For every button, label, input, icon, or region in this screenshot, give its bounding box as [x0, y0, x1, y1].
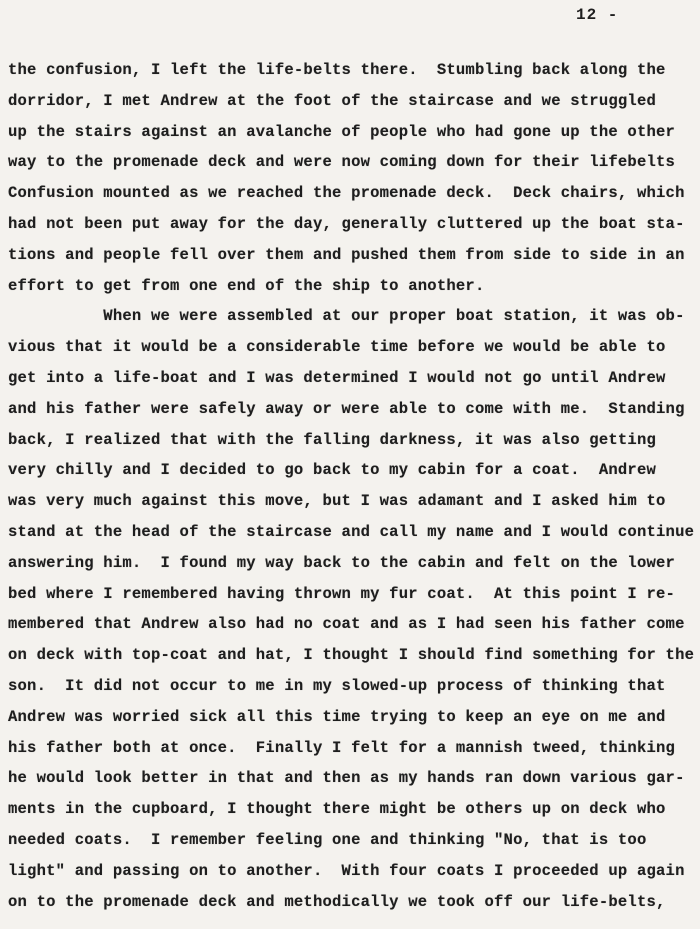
text-line: tions and people fell over them and pushed them from side to side in an: [8, 245, 685, 264]
text-line: When we were assembled at our proper boat station, it was ob-: [8, 307, 685, 326]
text-line: his father both at once. Finally I felt for a mannish tweed, thinking: [8, 738, 676, 757]
text-line: needed coats. I remember feeling one and thinking "No, that is too: [8, 830, 647, 849]
text-line: very chilly and I decided to go back to my cabin for a coat. Andrew: [8, 461, 657, 480]
text-line: and his father were safely away or were able to come with me. Standing: [8, 399, 685, 418]
page-number: 12 -: [576, 6, 619, 24]
text-line: the confusion, I left the life-belts there. Stumbling back along the: [8, 61, 666, 79]
text-line: was very much against this move, but I was adamant and I asked him to: [8, 492, 666, 511]
text-line: ments in the cupboard, I thought there might be others up on deck who: [8, 800, 666, 819]
text-line: membered that Andrew also had no coat and as I had seen his father come: [8, 615, 685, 634]
text-line: get into a life-boat and I was determined I would not go until Andrew: [8, 368, 666, 387]
text-line: vious that it would be a considerable time before we would be able to: [8, 338, 666, 357]
text-line: stand at the head of the staircase and call my name and I would continue: [8, 522, 695, 541]
body-text: [8, 55, 698, 917]
text-line: Confusion mounted as we reached the promenade deck. Deck chairs, which: [8, 184, 685, 203]
text-line: on to the promenade deck and methodically we took off our life-belts,: [8, 892, 666, 911]
text-line: Andrew was worried sick all this time trying to keep an eye on me and: [8, 707, 666, 726]
text-line: effort to get from one end of the ship to another.: [8, 276, 485, 295]
text-line: up the stairs against an avalanche of people who had gone up the other: [8, 122, 676, 141]
text-line: back, I realized that with the falling darkness, it was also getting: [8, 430, 657, 449]
text-line: way to the promenade deck and were now coming down for their lifebelts: [8, 153, 676, 172]
text-line: bed where I remembered having thrown my fur coat. At this point I re-: [8, 584, 676, 603]
text-line: son. It did not occur to me in my slowed-up process of thinking that: [8, 676, 666, 695]
text-line: had not been put away for the day, generally cluttered up the boat sta-: [8, 214, 685, 233]
text-line: he would look better in that and then as my hands ran down various gar-: [8, 769, 685, 788]
text-line: answering him. I found my way back to the cabin and felt on the lower: [8, 553, 676, 572]
text-line: dorridor, I met Andrew at the foot of the staircase and we struggled: [8, 91, 657, 110]
text-line: on deck with top-coat and hat, I thought I should find something for the: [8, 646, 695, 665]
text-line: light" and passing on to another. With four coats I proceeded up again: [8, 861, 685, 880]
